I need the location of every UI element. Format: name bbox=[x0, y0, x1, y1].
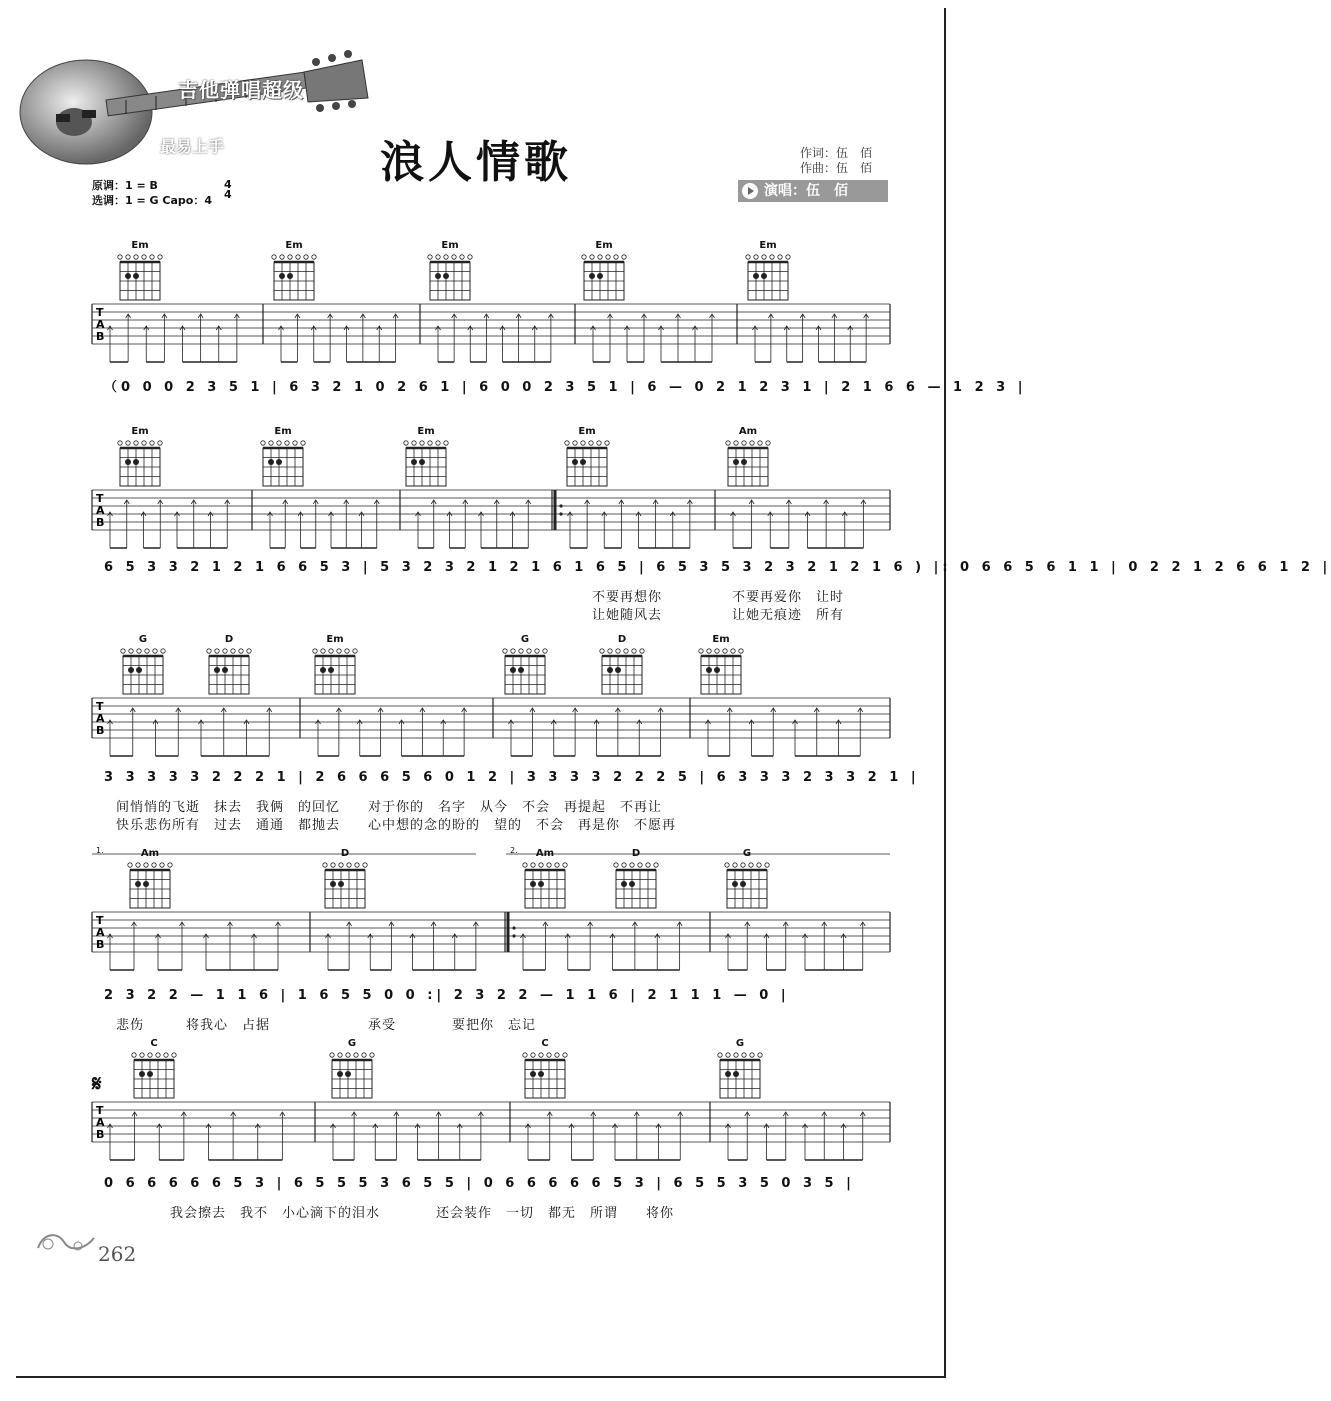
chord-name: D bbox=[224, 634, 234, 645]
chord-name: Em bbox=[759, 240, 777, 251]
svg-text:B: B bbox=[96, 330, 105, 343]
tab-staff bbox=[0, 850, 960, 990]
svg-text:B: B bbox=[96, 938, 105, 951]
book-series-banner: 吉他弹唱超级 bbox=[178, 78, 304, 102]
lyric-line: 间悄悄的飞逝 抹去 我俩 的回忆 对于你的 名字 从今 不会 再提起 不再让 bbox=[116, 800, 663, 815]
chord-diagram bbox=[523, 863, 567, 908]
svg-text:T: T bbox=[96, 1104, 104, 1117]
chord-diagram bbox=[725, 863, 769, 908]
chord-name: Em bbox=[441, 240, 459, 251]
singer-label: 演唱：伍 佰 bbox=[764, 183, 848, 199]
chord-diagram bbox=[118, 441, 162, 486]
chord-name: G bbox=[347, 1038, 357, 1049]
chord-diagram bbox=[428, 255, 472, 300]
ornament-icon bbox=[34, 1228, 98, 1258]
composer: 作曲：伍 佰 bbox=[800, 161, 873, 175]
chord-diagram bbox=[121, 649, 165, 694]
chord-name: Em bbox=[595, 240, 613, 251]
selected-key: 选调：1 = G Capo：4 bbox=[92, 194, 212, 207]
chord-name: Em bbox=[274, 426, 292, 437]
play-icon bbox=[742, 183, 758, 199]
chord-diagram bbox=[726, 441, 770, 486]
segno-icon: 𝄋 bbox=[92, 1072, 102, 1097]
chord-name: Em bbox=[131, 240, 149, 251]
numbered-notation: 6 5 3 3 2 1 2 1 6 6 5 3 | 5 3 2 3 2 1 2 1 6 1 6 5 | 6 5 3 5 3 2 3 2 1 2 1 6 ) |: 0 6 6 5 6 1 1 | 0 2 2 1 2 6 6 1 2 | bbox=[104, 560, 1331, 575]
svg-text:T: T bbox=[96, 306, 104, 319]
tab-staff bbox=[0, 242, 960, 382]
chord-diagram bbox=[503, 649, 547, 694]
chord-diagram bbox=[565, 441, 609, 486]
svg-text:A: A bbox=[96, 318, 105, 331]
credits bbox=[800, 146, 872, 176]
key-info bbox=[92, 178, 212, 208]
chord-diagram bbox=[582, 255, 626, 300]
tab-staff bbox=[0, 1040, 960, 1180]
chord-name: D bbox=[340, 848, 350, 859]
svg-text:B: B bbox=[96, 724, 105, 737]
chord-name: G bbox=[520, 634, 530, 645]
lyric-line: 悲伤 将我心 占据 承受 要把你 忘记 bbox=[116, 1018, 537, 1033]
svg-text:T: T bbox=[96, 914, 104, 927]
chord-name: Am bbox=[738, 426, 758, 437]
chord-name: Em bbox=[131, 426, 149, 437]
chord-name: Em bbox=[578, 426, 596, 437]
lyric-line: 不要再想你 不要再爱你 让时 bbox=[592, 590, 845, 605]
song-title: 浪人情歌 bbox=[380, 137, 572, 188]
tab-staff bbox=[0, 428, 960, 568]
chord-name: C bbox=[150, 1038, 158, 1049]
chord-diagram bbox=[128, 863, 172, 908]
chord-name: D bbox=[631, 848, 641, 859]
chord-diagram bbox=[614, 863, 658, 908]
chord-name: C bbox=[541, 1038, 549, 1049]
chord-name: G bbox=[735, 1038, 745, 1049]
volta-label: 1. bbox=[96, 846, 104, 855]
numbered-notation: 2 3 2 2 — 1 1 6 | 1 6 5 5 0 0 :| 2 3 2 2 — 1 1 6 | 2 1 1 1 — 0 | bbox=[104, 988, 790, 1003]
volta-label: 2. bbox=[510, 846, 518, 855]
chord-diagram bbox=[600, 649, 644, 694]
chord-diagram bbox=[313, 649, 357, 694]
chord-diagram bbox=[132, 1053, 176, 1098]
chord-diagram bbox=[272, 255, 316, 300]
numbered-notation: 3 3 3 3 3 2 2 2 1 | 2 6 6 6 5 6 0 1 2 | 3 3 3 3 2 2 2 5 | 6 3 3 3 2 3 3 2 1 | bbox=[104, 770, 920, 785]
chord-diagram bbox=[404, 441, 448, 486]
chord-diagram bbox=[261, 441, 305, 486]
time-signature: 4 4 bbox=[224, 178, 232, 201]
chord-diagram bbox=[330, 1053, 374, 1098]
chord-diagram bbox=[746, 255, 790, 300]
chord-name: Am bbox=[535, 848, 555, 859]
svg-text:A: A bbox=[96, 712, 105, 725]
lyric-line: 快乐悲伤所有 过去 通通 都抛去 心中想的念的盼的 望的 不会 再是你 不愿再 bbox=[116, 818, 677, 833]
chord-diagram bbox=[207, 649, 251, 694]
tab-staff bbox=[0, 636, 960, 776]
svg-text:A: A bbox=[96, 926, 105, 939]
chord-diagram bbox=[523, 1053, 567, 1098]
svg-text:T: T bbox=[96, 700, 104, 713]
svg-text:B: B bbox=[96, 1128, 105, 1141]
svg-text:B: B bbox=[96, 516, 105, 529]
chord-name: Em bbox=[417, 426, 435, 437]
chord-diagram bbox=[718, 1053, 762, 1098]
lyricist: 作词：伍 佰 bbox=[800, 146, 873, 160]
lyric-line: 我会擦去 我不 小心滴下的泪水 还会装作 一切 都无 所谓 将你 bbox=[170, 1206, 675, 1221]
chord-diagram bbox=[323, 863, 367, 908]
chord-diagram bbox=[699, 649, 743, 694]
chord-diagram bbox=[118, 255, 162, 300]
chord-name: Em bbox=[326, 634, 344, 645]
chord-name: G bbox=[742, 848, 752, 859]
chord-name: Em bbox=[285, 240, 303, 251]
chord-name: Am bbox=[140, 848, 160, 859]
chord-name: D bbox=[617, 634, 627, 645]
numbered-notation: 0 6 6 6 6 6 5 3 | 6 5 5 5 3 6 5 5 | 0 6 6 6 6 6 5 3 | 6 5 5 3 5 0 3 5 | bbox=[104, 1176, 855, 1191]
original-key: 原调：1 = B bbox=[92, 179, 158, 192]
lyric-line: 让她随风去 让她无痕迹 所有 bbox=[592, 608, 845, 623]
singer-badge bbox=[738, 180, 888, 202]
page-number: 262 bbox=[98, 1242, 137, 1266]
chord-name: G bbox=[138, 634, 148, 645]
book-series-subbanner: 最易上手 bbox=[160, 137, 225, 156]
svg-text:A: A bbox=[96, 1116, 105, 1129]
numbered-notation: （0 0 0 2 3 5 1 | 6 3 2 1 0 2 6 1 | 6 0 0 2 3 5 1 | 6 — 0 2 1 2 3 1 | 2 1 6 6 — 1 2 3 | bbox=[104, 380, 1027, 395]
svg-text:T: T bbox=[96, 492, 104, 505]
chord-name: Em bbox=[712, 634, 730, 645]
svg-text:A: A bbox=[96, 504, 105, 517]
